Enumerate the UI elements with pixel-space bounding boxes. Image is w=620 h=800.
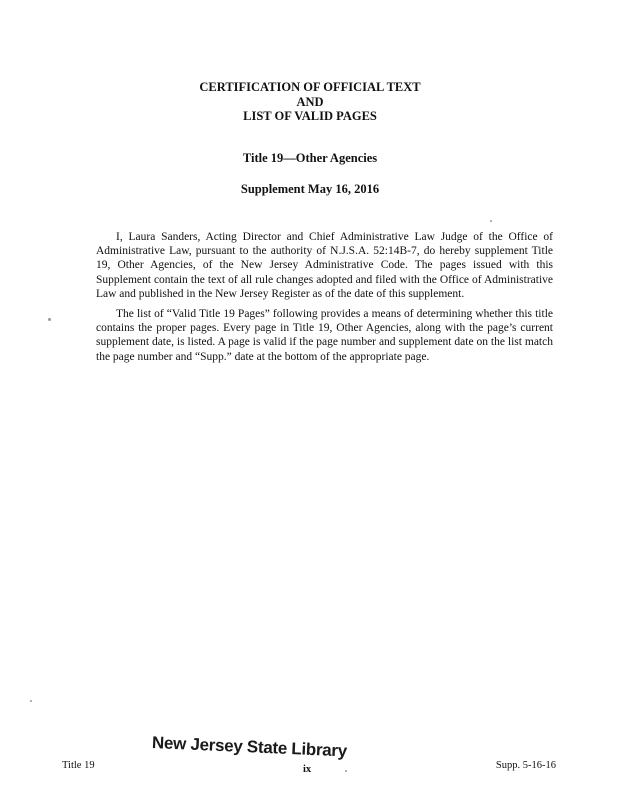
heading-line-1: CERTIFICATION OF OFFICIAL TEXT [199, 80, 421, 94]
paragraph-certification: I, Laura Sanders, Acting Director and Chief Administrative Law Judge of the Office of Administrative Law, pursuant to the authority of N.J.S.A. 52:14B-7, do hereby supplement Title 19, Other Agencies, of the New Jersey Administrative Code. The pages issued with this Supplement contain the text of all rule changes adopted and filed with the Office of Administrative Law and published in the New Jersey Register as of the date of this supplement. [96, 231, 553, 300]
scan-speck [30, 700, 32, 702]
footer-title: Title 19 [62, 760, 95, 771]
footer-page-number: ix [303, 764, 312, 775]
supplement-heading: Supplement May 16, 2016 [240, 182, 380, 196]
library-stamp: New Jersey State Library [151, 733, 348, 761]
certification-body [96, 230, 553, 370]
scan-speck [48, 318, 51, 321]
footer-supp-date: Supp. 5-16-16 [495, 760, 556, 771]
paragraph-valid-pages: The list of “Valid Title 19 Pages” following provides a means of determining whether this title contains the proper pages. Every page in Title 19, Other Agencies, along with the page’s current supplement date, is listed. A page is valid if the page number and supplement date on the list match the page number and “Supp.” date at the bottom of the appropriate page. [96, 308, 553, 363]
heading-line-2: AND [296, 94, 324, 109]
scan-speck [345, 770, 347, 772]
heading-line-3: LIST OF VALID PAGES [243, 109, 377, 123]
scan-speck [490, 220, 492, 222]
certification-heading [0, 80, 620, 124]
title-heading: Title 19—Other Agencies [242, 151, 378, 165]
